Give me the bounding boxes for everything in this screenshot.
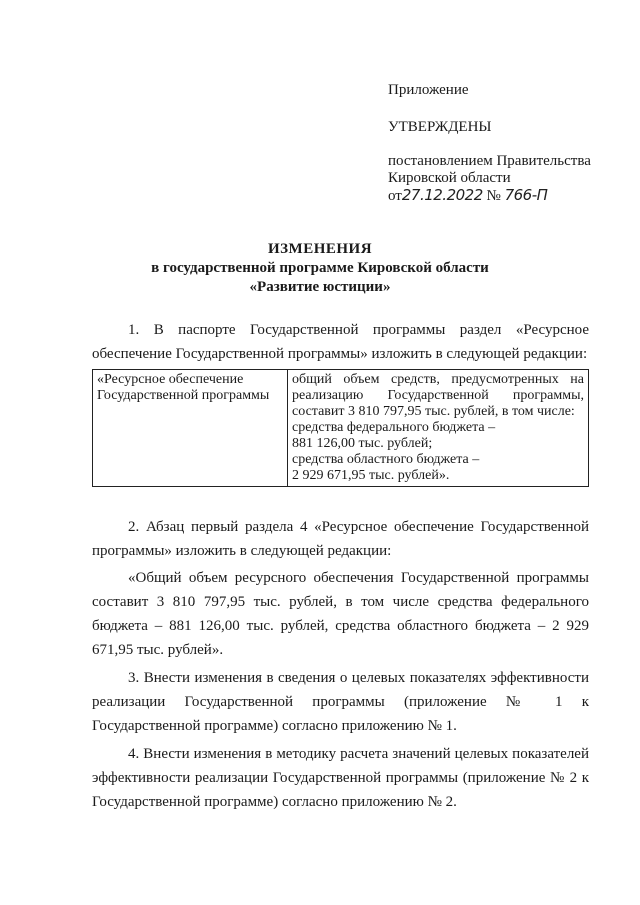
table-cell-left: «Ресурсное обеспечение Государственной программы [93,370,288,487]
table-right-line-4: 2 929 671,95 тыс. рублей». [292,468,450,483]
handwritten-date: 27.12.2022 [401,186,483,204]
paragraph-item-3 [92,666,589,738]
number-symbol: № [486,188,501,204]
table-row [93,370,589,487]
date-prefix: от [388,188,402,204]
approval-block [388,82,628,204]
title-line-1: ИЗМЕНЕНИЯ [267,241,373,257]
paragraph-item-2 [92,515,589,563]
title-line-3: «Развитие юстиции» [249,279,391,295]
decree-block [388,153,628,205]
paragraph-item-4 [92,742,589,814]
decree-line-2: Кировской области [388,170,511,186]
document-title [0,240,640,297]
table-right-line-2: 881 126,00 тыс. рублей; [292,436,433,451]
paragraph-quote [92,566,589,662]
table-cell-right [288,370,589,487]
item-1-text: 1. В паспорте Государственной программы раздел «Ресурсное обеспечение Государственной программы» изложить в следующей редакции: [92,322,589,362]
item-4-text: 4. Внести изменения в методику расчета значений целевых показателей эффективности реализации Государственной программы (приложение № 2 к Государственной программе) согласно приложению № 2. [92,746,589,810]
item-2-text: 2. Абзац первый раздела 4 «Ресурсное обеспечение Государственной программы» изложить в следующей редакции: [92,519,589,559]
appendix-label: Приложение [388,82,469,98]
handwritten-number: 766-П [504,186,548,204]
table-right-line-0: общий объем средств, предусмотренных на реализацию Государственной программы, составит 3 810 797,95 тыс. рублей, в том числе: [292,372,584,419]
decree-line-1: постановлением Правительства [388,153,591,169]
item-3-text: 3. Внести изменения в сведения о целевых показателях эффективности реализации Государственной программы (приложение № 1 к Государственной программе) согласно приложению № 1. [92,670,589,734]
quote-text: «Общий объем ресурсного обеспечения Государственной программы составит 3 810 797,95 тыс. рублей, в том числе средства федерального бюджета – 881 126,00 тыс. рублей, средства областного бюджета – 2 929 671,95 тыс. рублей». [92,570,589,658]
table-right-line-1: средства федерального бюджета – [292,420,496,435]
table-right-line-3: средства областного бюджета – [292,452,480,467]
paragraph-item-1 [92,318,589,366]
decree-date-line [388,187,628,205]
resource-table [92,369,589,487]
approved-label: УТВЕРЖДЕНЫ [388,119,492,135]
title-line-2: в государственной программе Кировской области [151,260,489,276]
